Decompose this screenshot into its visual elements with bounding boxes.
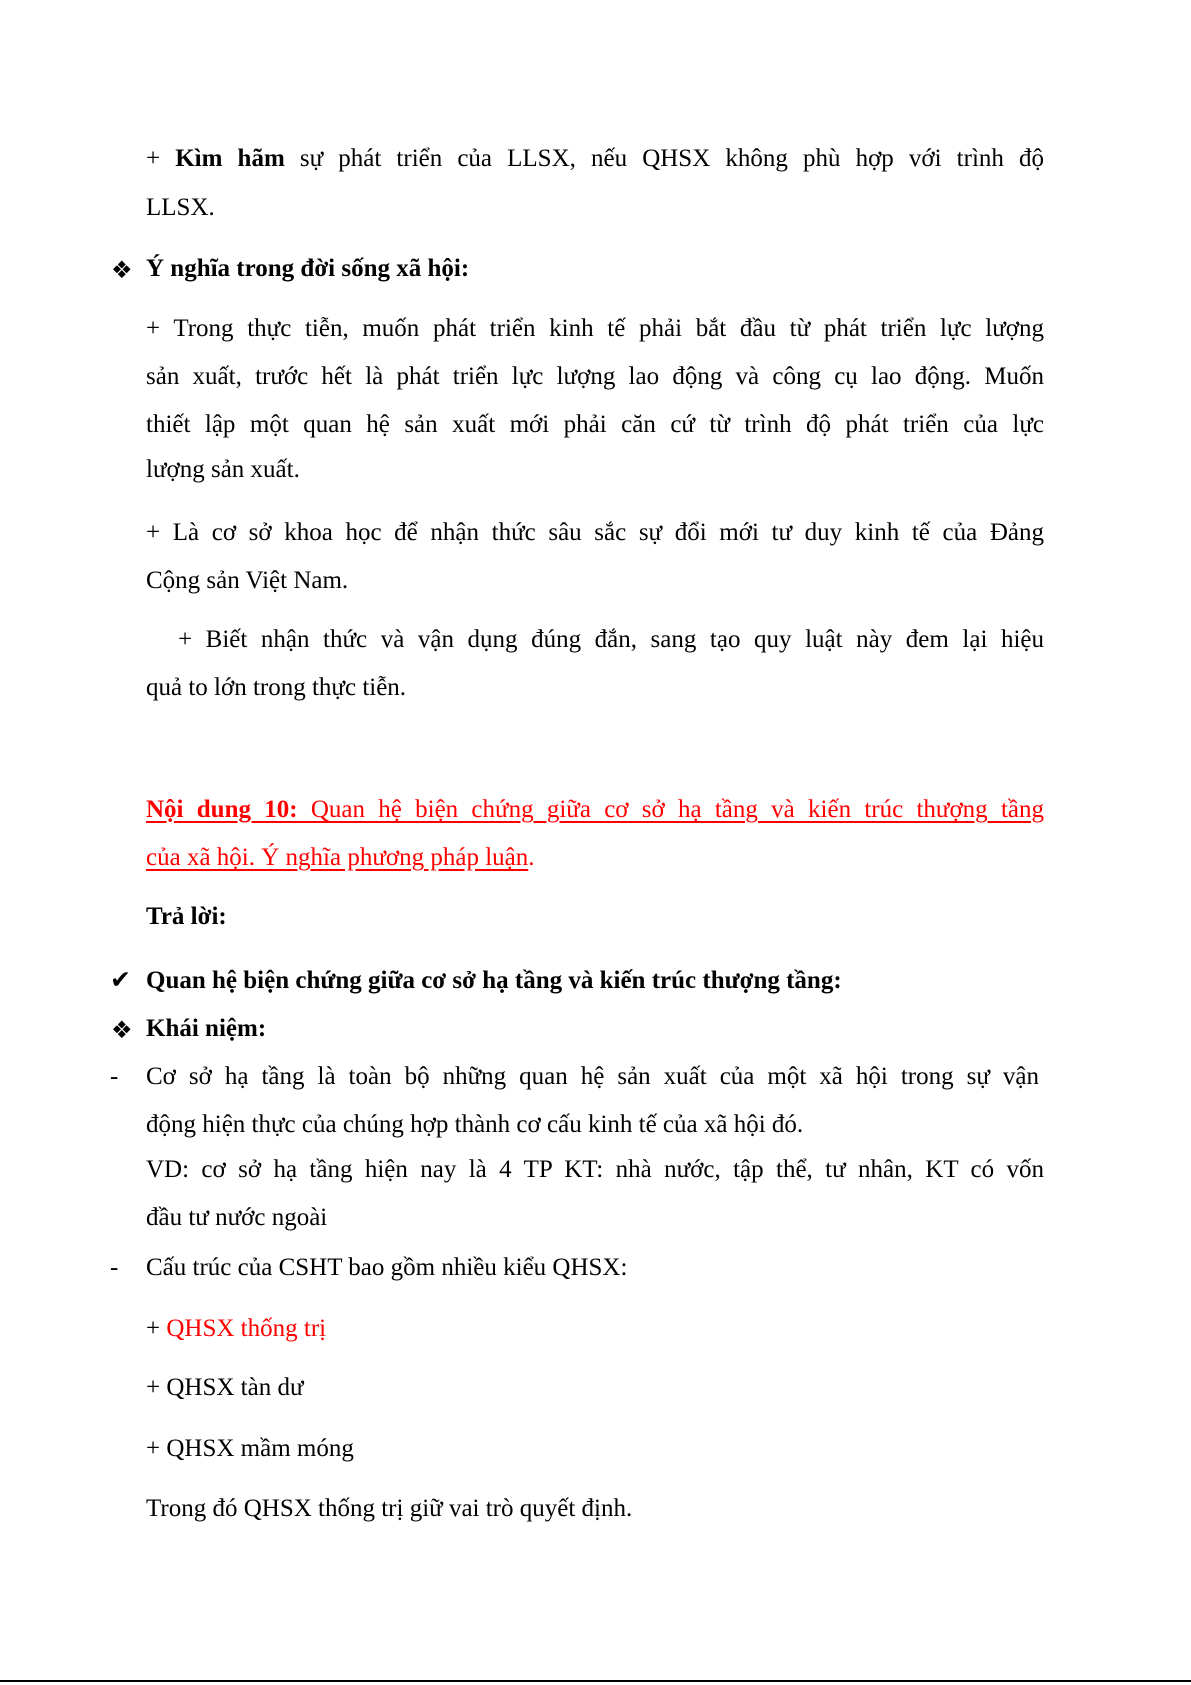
answer-label: Trả lời: bbox=[146, 903, 227, 930]
list-item bbox=[146, 1373, 304, 1403]
paragraph-line: lượng sản xuất. bbox=[146, 456, 300, 483]
four-diamond-bullet-icon: ❖ bbox=[111, 1016, 133, 1044]
paragraph-line: sản xuất, trước hết là phát triển lực lượng lao động và công cụ lao động. Muốn bbox=[146, 363, 1044, 390]
paragraph-line: + Trong thực tiễn, muốn phát triển kinh tế phải bắt đầu từ phát triển lực lượng bbox=[146, 315, 1044, 342]
question-text: của xã hội. Ý nghĩa phương pháp luận bbox=[146, 844, 529, 871]
line-text: sự phát triển của LLSX, nếu QHSX không phù hợp với trình độ bbox=[284, 145, 1045, 172]
bold-term: Kìm hãm bbox=[175, 145, 285, 172]
question-label: Nội dung 10: bbox=[146, 796, 298, 823]
paragraph-line: + Là cơ sở khoa học để nhận thức sâu sắc sự đổi mới tư duy kinh tế của Đảng bbox=[146, 519, 1044, 546]
list-item-text: QHSX mầm móng bbox=[166, 1435, 354, 1462]
checkmark-icon: ✔ bbox=[110, 965, 131, 994]
list-dash: - bbox=[110, 1254, 119, 1281]
plus-prefix: + bbox=[146, 1315, 167, 1342]
plus-prefix: + bbox=[146, 1374, 167, 1401]
paragraph-line bbox=[146, 144, 1044, 174]
four-diamond-bullet-icon: ❖ bbox=[111, 256, 133, 284]
list-item bbox=[146, 1434, 354, 1464]
list-item-line: động hiện thực của chúng hợp thành cơ cấu kinh tế của xã hội đó. bbox=[146, 1111, 804, 1138]
question-line bbox=[146, 843, 535, 873]
paragraph-line: LLSX. bbox=[146, 194, 215, 221]
paragraph-line: Cộng sản Việt Nam. bbox=[146, 567, 349, 594]
conclusion-line: Trong đó QHSX thống trị giữ vai trò quyết định. bbox=[146, 1495, 633, 1522]
list-item bbox=[146, 1314, 326, 1344]
paragraph-line: + Biết nhận thức và vận dụng đúng đắn, sang tạo quy luật này đem lại hiệu bbox=[178, 626, 1044, 653]
example-line: VD: cơ sở hạ tầng hiện nay là 4 TP KT: nhà nước, tập thể, tư nhân, KT có vốn bbox=[146, 1156, 1044, 1183]
plus-prefix: + bbox=[146, 1435, 167, 1462]
list-item-text: QHSX tàn dư bbox=[166, 1374, 304, 1401]
paragraph-line: quả to lớn trong thực tiễn. bbox=[146, 674, 407, 701]
list-dash: - bbox=[110, 1063, 119, 1090]
footer-rule bbox=[0, 1680, 1191, 1682]
concept-heading: Khái niệm: bbox=[146, 1015, 267, 1042]
question-text: Quan hệ biện chứng giữa cơ sở hạ tầng và kiến trúc thượng tầng bbox=[297, 796, 1044, 823]
main-heading: Quan hệ biện chứng giữa cơ sở hạ tầng và kiến trúc thượng tầng: bbox=[146, 967, 842, 994]
example-line: đầu tư nước ngoài bbox=[146, 1204, 328, 1231]
highlighted-term: QHSX thống trị bbox=[166, 1315, 327, 1342]
section-heading: Ý nghĩa trong đời sống xã hội: bbox=[146, 255, 470, 282]
list-item-line: Cơ sở hạ tầng là toàn bộ những quan hệ sản xuất của một xã hội trong sự vận bbox=[146, 1063, 1039, 1090]
question-period: . bbox=[528, 844, 535, 871]
list-item-line: Cấu trúc của CSHT bao gồm nhiều kiểu QHSX: bbox=[146, 1254, 628, 1281]
question-line bbox=[146, 795, 1044, 825]
plus-prefix: + bbox=[146, 145, 176, 172]
paragraph-line: thiết lập một quan hệ sản xuất mới phải căn cứ từ trình độ phát triển của lực bbox=[146, 411, 1044, 438]
